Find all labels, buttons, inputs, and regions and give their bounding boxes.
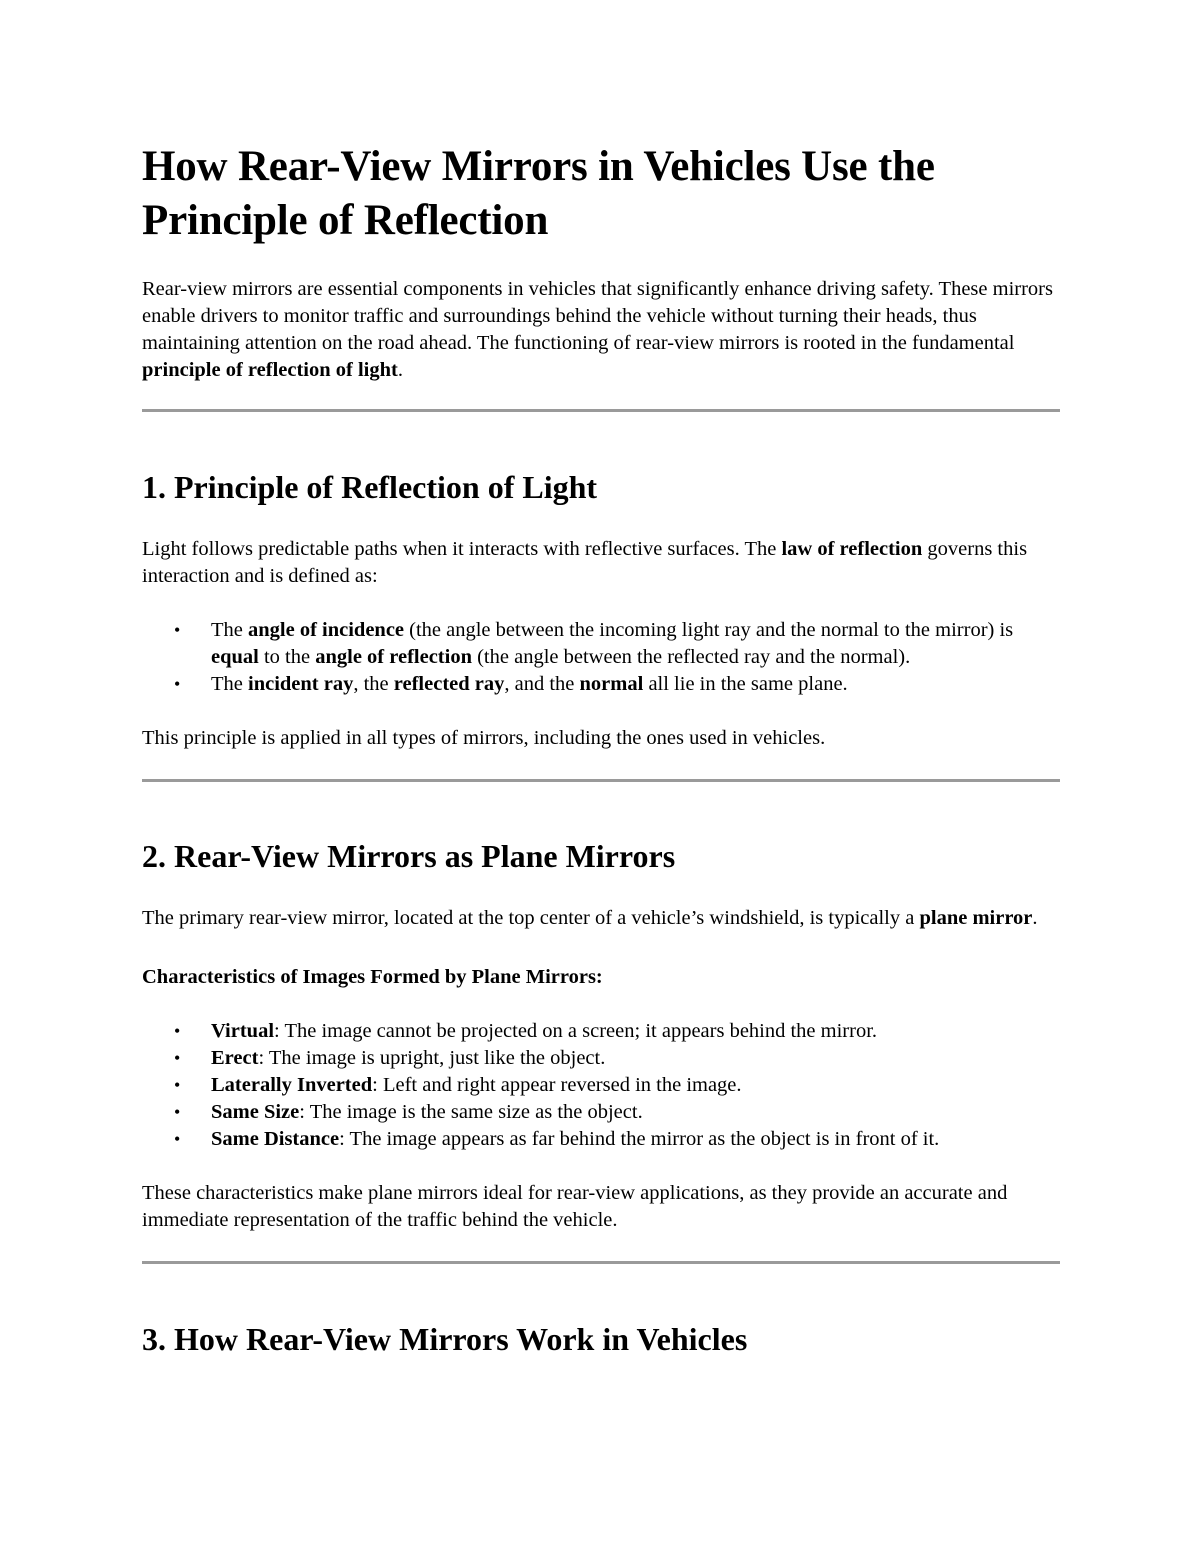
list-item: • Same Distance: The image appears as far behind the mirror as the object is in front of it.	[211, 1126, 1060, 1153]
bullet-icon: •	[174, 1102, 181, 1122]
section-2-heading: 2. Rear-View Mirrors as Plane Mirrors	[142, 838, 676, 874]
characteristics-list	[142, 1018, 1060, 1153]
document-page	[142, 140, 1060, 1388]
section-2-paragraph: The primary rear-view mirror, located at the top center of a vehicle’s windshield, is typically a plane mirror.	[142, 907, 1038, 929]
list-item: • Laterally Inverted: Left and right appear reversed in the image.	[211, 1072, 1060, 1099]
reflection-law-list	[142, 617, 1060, 698]
bullet-icon: •	[174, 1129, 181, 1149]
section-1-heading: 1. Principle of Reflection of Light	[142, 469, 598, 505]
section-1-paragraph: Light follows predictable paths when it interacts with reflective surfaces. The law of reflection governs this interaction and is defined as:	[142, 538, 1028, 587]
list-item: • The incident ray, the reflected ray, and the normal all lie in the same plane.	[211, 671, 1060, 698]
list-item: • Erect: The image is upright, just like the object.	[211, 1045, 1060, 1072]
section-2-closing: These characteristics make plane mirrors ideal for rear-view applications, as they provide an accurate and immediate representation of the traffic behind the vehicle.	[142, 1182, 1008, 1231]
list-item: • Same Size: The image is the same size as the object.	[211, 1099, 1060, 1126]
bullet-icon: •	[174, 1021, 181, 1041]
bullet-icon: •	[174, 1075, 181, 1095]
section-3-heading: 3. How Rear-View Mirrors Work in Vehicles	[142, 1321, 748, 1357]
intro-paragraph: Rear-view mirrors are essential components in vehicles that significantly enhance driving safety. These mirrors enable drivers to monitor traffic and surroundings behind the vehicle without turning their heads, thus maintaining attention on the road ahead. The functioning of rear-view mirrors is rooted in the fundamental principle of reflection of light.	[142, 278, 1053, 381]
bullet-icon: •	[174, 1048, 181, 1068]
list-item: • The angle of incidence (the angle between the incoming light ray and the normal to the mirror) is equal to the angle of reflection (the angle between the reflected ray and the normal).	[174, 619, 1014, 668]
characteristics-subheading: Characteristics of Images Formed by Plane Mirrors:	[142, 966, 603, 988]
section-1-closing: This principle is applied in all types of mirrors, including the ones used in vehicles.	[142, 727, 826, 749]
list-item: • Virtual: The image cannot be projected on a screen; it appears behind the mirror.	[211, 1018, 1060, 1045]
bullet-icon: •	[174, 674, 181, 694]
bullet-icon: •	[174, 620, 181, 640]
document-title: How Rear-View Mirrors in Vehicles Use the Principle of Reflection	[142, 143, 935, 244]
intro-bold-term: principle of reflection of light	[142, 359, 398, 381]
